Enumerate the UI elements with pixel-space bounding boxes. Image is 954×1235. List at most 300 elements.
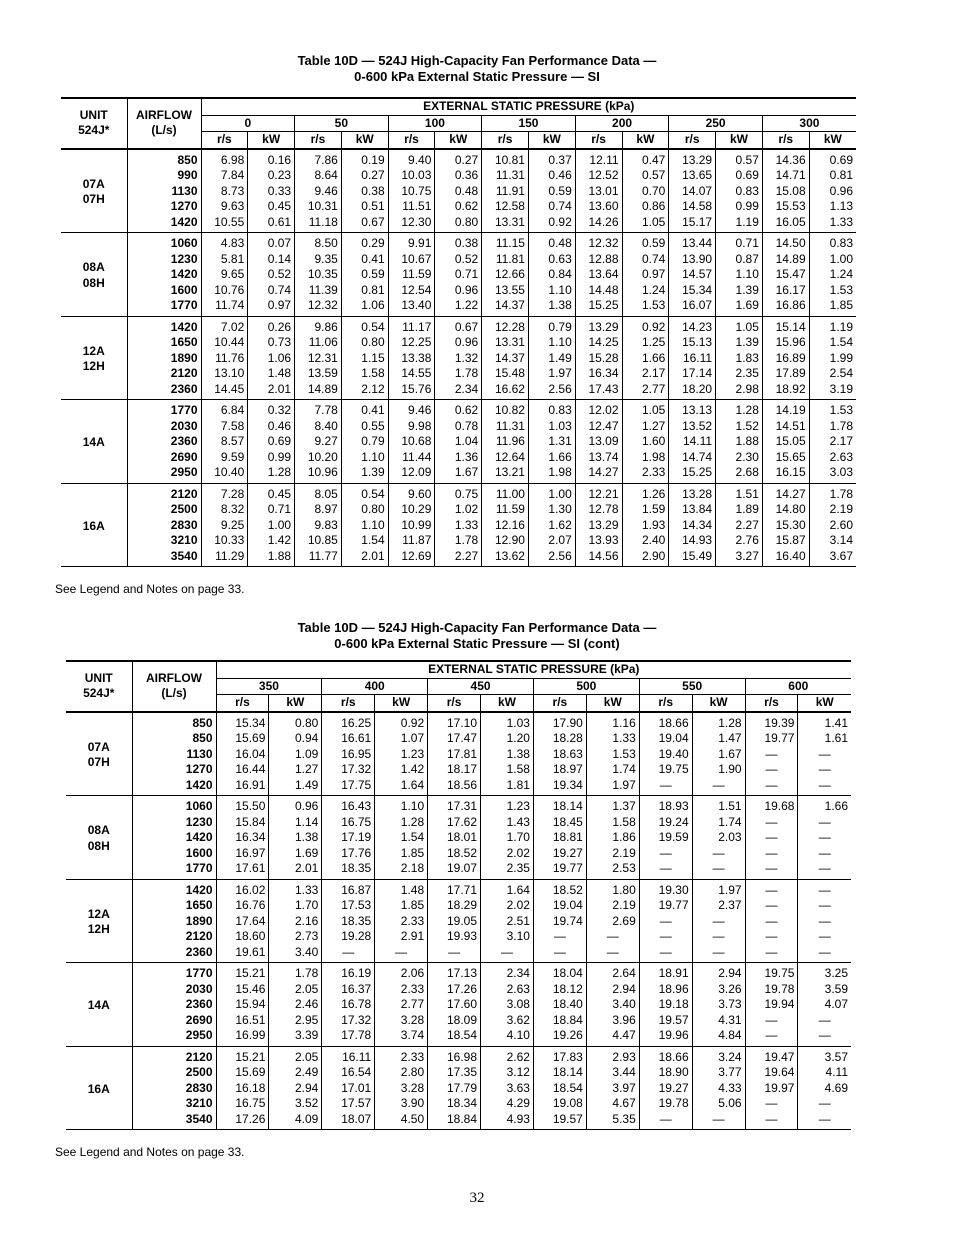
airflow-cell: 3540 [132, 1112, 216, 1130]
rs-value: 13.62 [482, 549, 529, 567]
rs-value: 16.44 [216, 762, 269, 778]
kw-value: 3.10 [481, 929, 534, 945]
kw-value: 1.27 [622, 419, 669, 435]
kw-value: — [692, 945, 745, 963]
rs-value: 18.60 [216, 929, 269, 945]
kw-value: 1.53 [622, 298, 669, 316]
pressure-header: 350 [216, 678, 322, 695]
kw-value: 2.35 [481, 861, 534, 879]
rs-value: 13.29 [575, 518, 622, 534]
kw-value: 3.03 [809, 465, 856, 483]
rs-value: 19.04 [639, 731, 692, 747]
kw-value: — [692, 846, 745, 862]
kw-header: kW [248, 132, 295, 149]
rs-value: 15.14 [762, 316, 809, 335]
rs-value: 16.11 [322, 1046, 375, 1065]
rs-value: 10.82 [482, 400, 529, 419]
kw-value: 1.78 [829, 486, 853, 501]
airflow-cell: 1230 [132, 815, 216, 831]
rs-value: 10.33 [201, 533, 248, 549]
kw-value: 5.06 [692, 1096, 745, 1112]
table-row [66, 846, 851, 862]
rs-value: 18.14 [533, 796, 586, 815]
kw-value: — [586, 945, 639, 963]
kw-value: 0.79 [528, 316, 575, 335]
airflow-cell: 2830 [132, 1081, 216, 1097]
kw-value: 3.52 [269, 1096, 322, 1112]
kw-header: kW [481, 695, 534, 712]
kw-value: 2.27 [435, 549, 482, 567]
kw-value: 0.59 [341, 267, 388, 283]
rs-value: 16.78 [322, 997, 375, 1013]
rs-value: 19.64 [745, 1065, 798, 1081]
kw-value: 1.78 [829, 418, 853, 433]
rs-value: 15.21 [216, 963, 269, 982]
airflow-cell: 1270 [127, 199, 201, 215]
unit-cell [66, 963, 132, 1047]
kw-value: 3.77 [692, 1065, 745, 1081]
rs-value: 9.35 [295, 252, 342, 268]
rs-value: 5.81 [201, 252, 248, 268]
kw-value: 4.67 [586, 1096, 639, 1112]
kw-value: 0.96 [435, 335, 482, 351]
airflow-cell: 3210 [127, 533, 201, 549]
rs-value: 6.98 [201, 149, 248, 169]
rs-value: 16.34 [575, 366, 622, 382]
pressure-header: 550 [639, 678, 745, 695]
rs-value: 18.97 [533, 762, 586, 778]
kw-value: 3.24 [692, 1046, 745, 1065]
kw-value: 0.92 [375, 712, 428, 732]
kw-value: 2.34 [481, 963, 534, 982]
kw-value: — [798, 945, 851, 963]
unit-header [66, 661, 132, 712]
kw-value: — [692, 1112, 745, 1130]
rs-value: 12.32 [295, 298, 342, 316]
rs-value: 16.04 [216, 747, 269, 763]
rs-value: 18.91 [639, 963, 692, 982]
unit-model: 12A [82, 343, 105, 358]
page-number: 32 [469, 1190, 485, 1206]
rs-value: 17.75 [322, 778, 375, 796]
kw-value: 1.05 [622, 215, 669, 233]
rs-value: 15.69 [216, 1065, 269, 1081]
table-2-title-line1: Table 10D — 524J High-Capacity Fan Performance Data — [297, 620, 657, 635]
rs-value: 15.94 [216, 997, 269, 1013]
table-row [61, 199, 856, 215]
kw-value: 1.02 [435, 502, 482, 518]
unit-model: 08H [82, 275, 105, 290]
rs-value: 8.73 [201, 184, 248, 200]
rs-value: 15.87 [762, 533, 809, 549]
kw-value: 3.39 [269, 1028, 322, 1046]
kw-value: 1.10 [341, 450, 388, 466]
kw-value: 0.27 [341, 168, 388, 184]
kw-value: 1.32 [435, 351, 482, 367]
kw-value: 0.52 [435, 252, 482, 268]
kw-value: 0.32 [248, 400, 295, 419]
table-row [61, 233, 856, 252]
rs-value: 15.25 [575, 298, 622, 316]
kw-value: 2.73 [269, 929, 322, 945]
kw-value: 2.90 [622, 549, 669, 567]
kw-value: 1.66 [528, 450, 575, 466]
airflow-cell: 2830 [127, 518, 201, 534]
kw-value: 1.23 [375, 747, 428, 763]
kw-value: 0.48 [435, 184, 482, 200]
airflow-cell: 1130 [132, 747, 216, 763]
rs-value: 19.75 [639, 762, 692, 778]
kw-value: 1.64 [375, 778, 428, 796]
kw-value: 1.24 [622, 283, 669, 299]
kw-value: 0.59 [622, 233, 669, 252]
unit-model: 14A [87, 998, 110, 1012]
kw-value: 4.50 [375, 1112, 428, 1130]
kw-value: 2.77 [375, 997, 428, 1013]
kw-value: 1.62 [528, 518, 575, 534]
kw-value: 1.97 [586, 778, 639, 796]
kw-value: 1.26 [622, 483, 669, 502]
rs-value: 13.10 [201, 366, 248, 382]
rs-value: 17.78 [322, 1028, 375, 1046]
table-row [66, 1028, 851, 1046]
kw-header: kW [341, 132, 388, 149]
rs-value: 10.29 [388, 502, 435, 518]
rs-value: 9.63 [201, 199, 248, 215]
airflow-cell: 2120 [132, 929, 216, 945]
rs-value: 11.39 [295, 283, 342, 299]
kw-value: 0.96 [829, 183, 853, 198]
rs-value: — [745, 898, 798, 914]
rs-value: 12.31 [295, 351, 342, 367]
kw-value: 1.41 [824, 715, 848, 730]
table-row [66, 1065, 851, 1081]
rs-value: 13.59 [295, 366, 342, 382]
kw-header: kW [528, 132, 575, 149]
rs-value: 19.61 [216, 945, 269, 963]
kw-value: 1.19 [829, 319, 853, 334]
kw-value: 2.46 [269, 997, 322, 1013]
rs-value: 18.07 [322, 1112, 375, 1130]
rs-value: 19.77 [639, 898, 692, 914]
kw-value: 1.33 [586, 731, 639, 747]
rs-value: 18.56 [428, 778, 481, 796]
rs-value: 14.71 [762, 168, 809, 184]
rs-value: 17.10 [428, 712, 481, 732]
rs-value: 17.62 [428, 815, 481, 831]
rs-value: 19.04 [533, 898, 586, 914]
kw-value: 2.34 [435, 382, 482, 400]
kw-value: 3.25 [824, 966, 848, 980]
rs-value: 17.32 [322, 1013, 375, 1029]
kw-value: 0.69 [248, 434, 295, 450]
rs-value: 19.24 [639, 815, 692, 831]
kw-value: 4.31 [692, 1013, 745, 1029]
kw-value: 4.93 [481, 1112, 534, 1130]
kw-value: 1.85 [375, 846, 428, 862]
rs-value: 9.91 [388, 233, 435, 252]
table-row [61, 298, 856, 316]
rs-value: 10.20 [295, 450, 342, 466]
rs-value: 14.80 [762, 502, 809, 518]
rs-header: r/s [295, 132, 342, 149]
airflow-header-text: AIRFLOW (L/s) [146, 670, 202, 701]
rs-value: 19.74 [533, 914, 586, 930]
table-1-title-line2: 0-600 kPa External Static Pressure — SI [354, 69, 600, 84]
kw-value: 1.28 [375, 815, 428, 831]
kw-value: 2.19 [586, 898, 639, 914]
rs-value: 19.59 [639, 830, 692, 846]
rs-value: 12.52 [575, 168, 622, 184]
table-row [61, 252, 856, 268]
kw-value: 1.53 [829, 403, 853, 417]
rs-header: r/s [201, 132, 248, 149]
rs-value: 14.23 [669, 316, 716, 335]
kw-value: 2.02 [481, 898, 534, 914]
kw-value: 1.90 [692, 762, 745, 778]
kw-value: 3.19 [809, 382, 856, 400]
table-row [66, 1096, 851, 1112]
rs-value: — [745, 914, 798, 930]
kw-value: 2.91 [375, 929, 428, 945]
airflow-cell: 2360 [132, 945, 216, 963]
kw-value: 1.05 [622, 400, 669, 419]
rs-value: 19.18 [639, 997, 692, 1013]
rs-value: 12.54 [388, 283, 435, 299]
rs-value: 10.81 [482, 149, 529, 169]
rs-value: 15.53 [762, 199, 809, 215]
kw-value: 0.73 [248, 335, 295, 351]
kw-value: 0.59 [528, 184, 575, 200]
table-row [61, 184, 856, 200]
airflow-cell: 1420 [127, 267, 201, 283]
rs-value: 17.32 [322, 762, 375, 778]
airflow-cell: 1420 [132, 778, 216, 796]
kw-value: 1.37 [586, 796, 639, 815]
rs-value: 11.31 [482, 419, 529, 435]
table-row [66, 712, 851, 732]
rs-value: — [639, 846, 692, 862]
kw-value: — [798, 1112, 851, 1130]
rs-value: 7.58 [201, 419, 248, 435]
rs-value: 17.64 [216, 914, 269, 930]
rs-value: 14.19 [762, 400, 809, 419]
table-row [66, 898, 851, 914]
table-row [66, 1112, 851, 1130]
rs-value: 11.91 [482, 184, 529, 200]
kw-value: 0.07 [248, 233, 295, 252]
rs-value: 8.40 [295, 419, 342, 435]
rs-header: r/s [482, 132, 529, 149]
rs-value: — [639, 778, 692, 796]
airflow-cell: 1420 [127, 316, 201, 335]
kw-value: 1.36 [435, 450, 482, 466]
rs-value: 13.90 [669, 252, 716, 268]
rs-value: — [745, 846, 798, 862]
kw-value: 2.33 [622, 465, 669, 483]
kw-value: 2.01 [269, 861, 322, 879]
airflow-cell: 1650 [132, 898, 216, 914]
rs-value: 18.63 [533, 747, 586, 763]
unit-model: 08H [87, 838, 110, 853]
kw-value: 0.81 [829, 168, 853, 182]
rs-value: — [745, 945, 798, 963]
kw-value: 2.19 [829, 502, 853, 516]
kw-value: 1.42 [248, 533, 295, 549]
rs-value: 15.13 [669, 335, 716, 351]
table-row [61, 502, 856, 518]
pressure-header: 300 [762, 115, 856, 132]
rs-value: 15.34 [216, 712, 269, 732]
rs-value: 7.28 [201, 483, 248, 502]
rs-value: 12.90 [482, 533, 529, 549]
rs-value: 14.57 [669, 267, 716, 283]
rs-value: 19.78 [639, 1096, 692, 1112]
table-row [61, 283, 856, 299]
rs-value: 13.31 [482, 215, 529, 233]
rs-value: 11.51 [388, 199, 435, 215]
table-row [61, 549, 856, 567]
table-row [66, 815, 851, 831]
rs-value: 10.75 [388, 184, 435, 200]
airflow-cell: 850 [132, 712, 216, 732]
kw-value: 1.58 [586, 815, 639, 831]
rs-value: 16.95 [322, 747, 375, 763]
kw-value: 0.46 [528, 168, 575, 184]
kw-value: 2.62 [481, 1046, 534, 1065]
kw-value: 1.00 [248, 518, 295, 534]
airflow-cell: 2500 [127, 502, 201, 518]
kw-value: 1.06 [248, 351, 295, 367]
rs-value: 18.01 [428, 830, 481, 846]
kw-value: 2.07 [528, 533, 575, 549]
rs-value: 19.77 [745, 731, 798, 747]
rs-value: 17.81 [428, 747, 481, 763]
pressure-header: 250 [669, 115, 763, 132]
kw-value: 1.83 [716, 351, 763, 367]
rs-value: 17.57 [322, 1096, 375, 1112]
kw-value: 2.94 [586, 982, 639, 998]
rs-value: 11.00 [482, 483, 529, 502]
kw-value: 2.51 [481, 914, 534, 930]
rs-value: 14.07 [669, 184, 716, 200]
kw-value: 1.30 [528, 502, 575, 518]
rs-value: 9.27 [295, 434, 342, 450]
rs-value: 10.68 [388, 434, 435, 450]
kw-value: 4.84 [692, 1028, 745, 1046]
kw-value: 1.07 [375, 731, 428, 747]
kw-value: 1.70 [481, 830, 534, 846]
kw-value: — [818, 814, 831, 829]
kw-value: 0.48 [528, 233, 575, 252]
rs-value: 18.14 [533, 1065, 586, 1081]
kw-value: 0.61 [248, 215, 295, 233]
rs-value: 18.54 [428, 1028, 481, 1046]
kw-value: 1.42 [375, 762, 428, 778]
kw-value: 0.62 [435, 199, 482, 215]
kw-value: — [798, 778, 851, 796]
rs-value: 16.99 [216, 1028, 269, 1046]
rs-header: r/s [575, 132, 622, 149]
unit-model: 07H [87, 755, 110, 770]
rs-value: — [745, 861, 798, 879]
kw-header: kW [269, 695, 322, 712]
table-row [61, 215, 856, 233]
kw-value: 0.79 [341, 434, 388, 450]
rs-value: — [745, 1112, 798, 1130]
table-2-title [0, 620, 954, 652]
kw-value: 2.06 [375, 963, 428, 982]
kw-value: 2.76 [716, 533, 763, 549]
kw-value: 2.60 [829, 517, 853, 532]
kw-value: 1.88 [716, 434, 763, 450]
rs-value: 9.65 [201, 267, 248, 283]
pressure-header: 450 [428, 678, 534, 695]
kw-value: 0.83 [716, 184, 763, 200]
kw-value: 1.54 [341, 533, 388, 549]
kw-value: 1.25 [622, 335, 669, 351]
kw-value: — [798, 861, 851, 879]
kw-value: 1.53 [586, 747, 639, 763]
kw-value: 2.98 [716, 382, 763, 400]
rs-value: 12.88 [575, 252, 622, 268]
rs-value: 14.93 [669, 533, 716, 549]
rs-value: — [745, 1028, 798, 1046]
rs-value: 10.03 [388, 168, 435, 184]
kw-value: 2.95 [269, 1013, 322, 1029]
kw-value: 4.69 [824, 1080, 848, 1095]
rs-value: 16.98 [428, 1046, 481, 1065]
rs-value: 11.31 [482, 168, 529, 184]
kw-value: 3.44 [586, 1065, 639, 1081]
esp-header: EXTERNAL STATIC PRESSURE (kPa) [216, 661, 851, 678]
table-row [61, 366, 856, 382]
rs-value: 19.47 [745, 1046, 798, 1065]
rs-value: 11.44 [388, 450, 435, 466]
rs-value: 19.94 [745, 997, 798, 1013]
kw-value: — [818, 830, 831, 844]
kw-value: 0.80 [435, 215, 482, 233]
kw-header: kW [809, 132, 856, 149]
table-row [66, 861, 851, 879]
unit-model: 12H [87, 922, 110, 937]
rs-value: — [639, 1112, 692, 1130]
rs-value: 17.14 [669, 366, 716, 382]
rs-value: 13.74 [575, 450, 622, 466]
kw-value: 1.67 [692, 747, 745, 763]
rs-value: 19.68 [745, 796, 798, 815]
airflow-cell: 2120 [127, 366, 201, 382]
rs-value: 12.30 [388, 215, 435, 233]
kw-value: 0.74 [622, 252, 669, 268]
rs-value: 17.35 [428, 1065, 481, 1081]
airflow-cell: 1600 [127, 283, 201, 299]
rs-value: 16.62 [482, 382, 529, 400]
kw-value: 1.85 [375, 898, 428, 914]
table-row [61, 335, 856, 351]
rs-value: 18.28 [533, 731, 586, 747]
rs-value: 8.50 [295, 233, 342, 252]
rs-value: 14.55 [388, 366, 435, 382]
kw-value: 2.53 [586, 861, 639, 879]
rs-value: 16.54 [322, 1065, 375, 1081]
kw-value: 1.00 [528, 483, 575, 502]
kw-value: 0.69 [716, 168, 763, 184]
pressure-header: 50 [295, 115, 389, 132]
kw-value: 1.58 [341, 366, 388, 382]
kw-value: 2.12 [341, 382, 388, 400]
kw-value: — [692, 929, 745, 945]
